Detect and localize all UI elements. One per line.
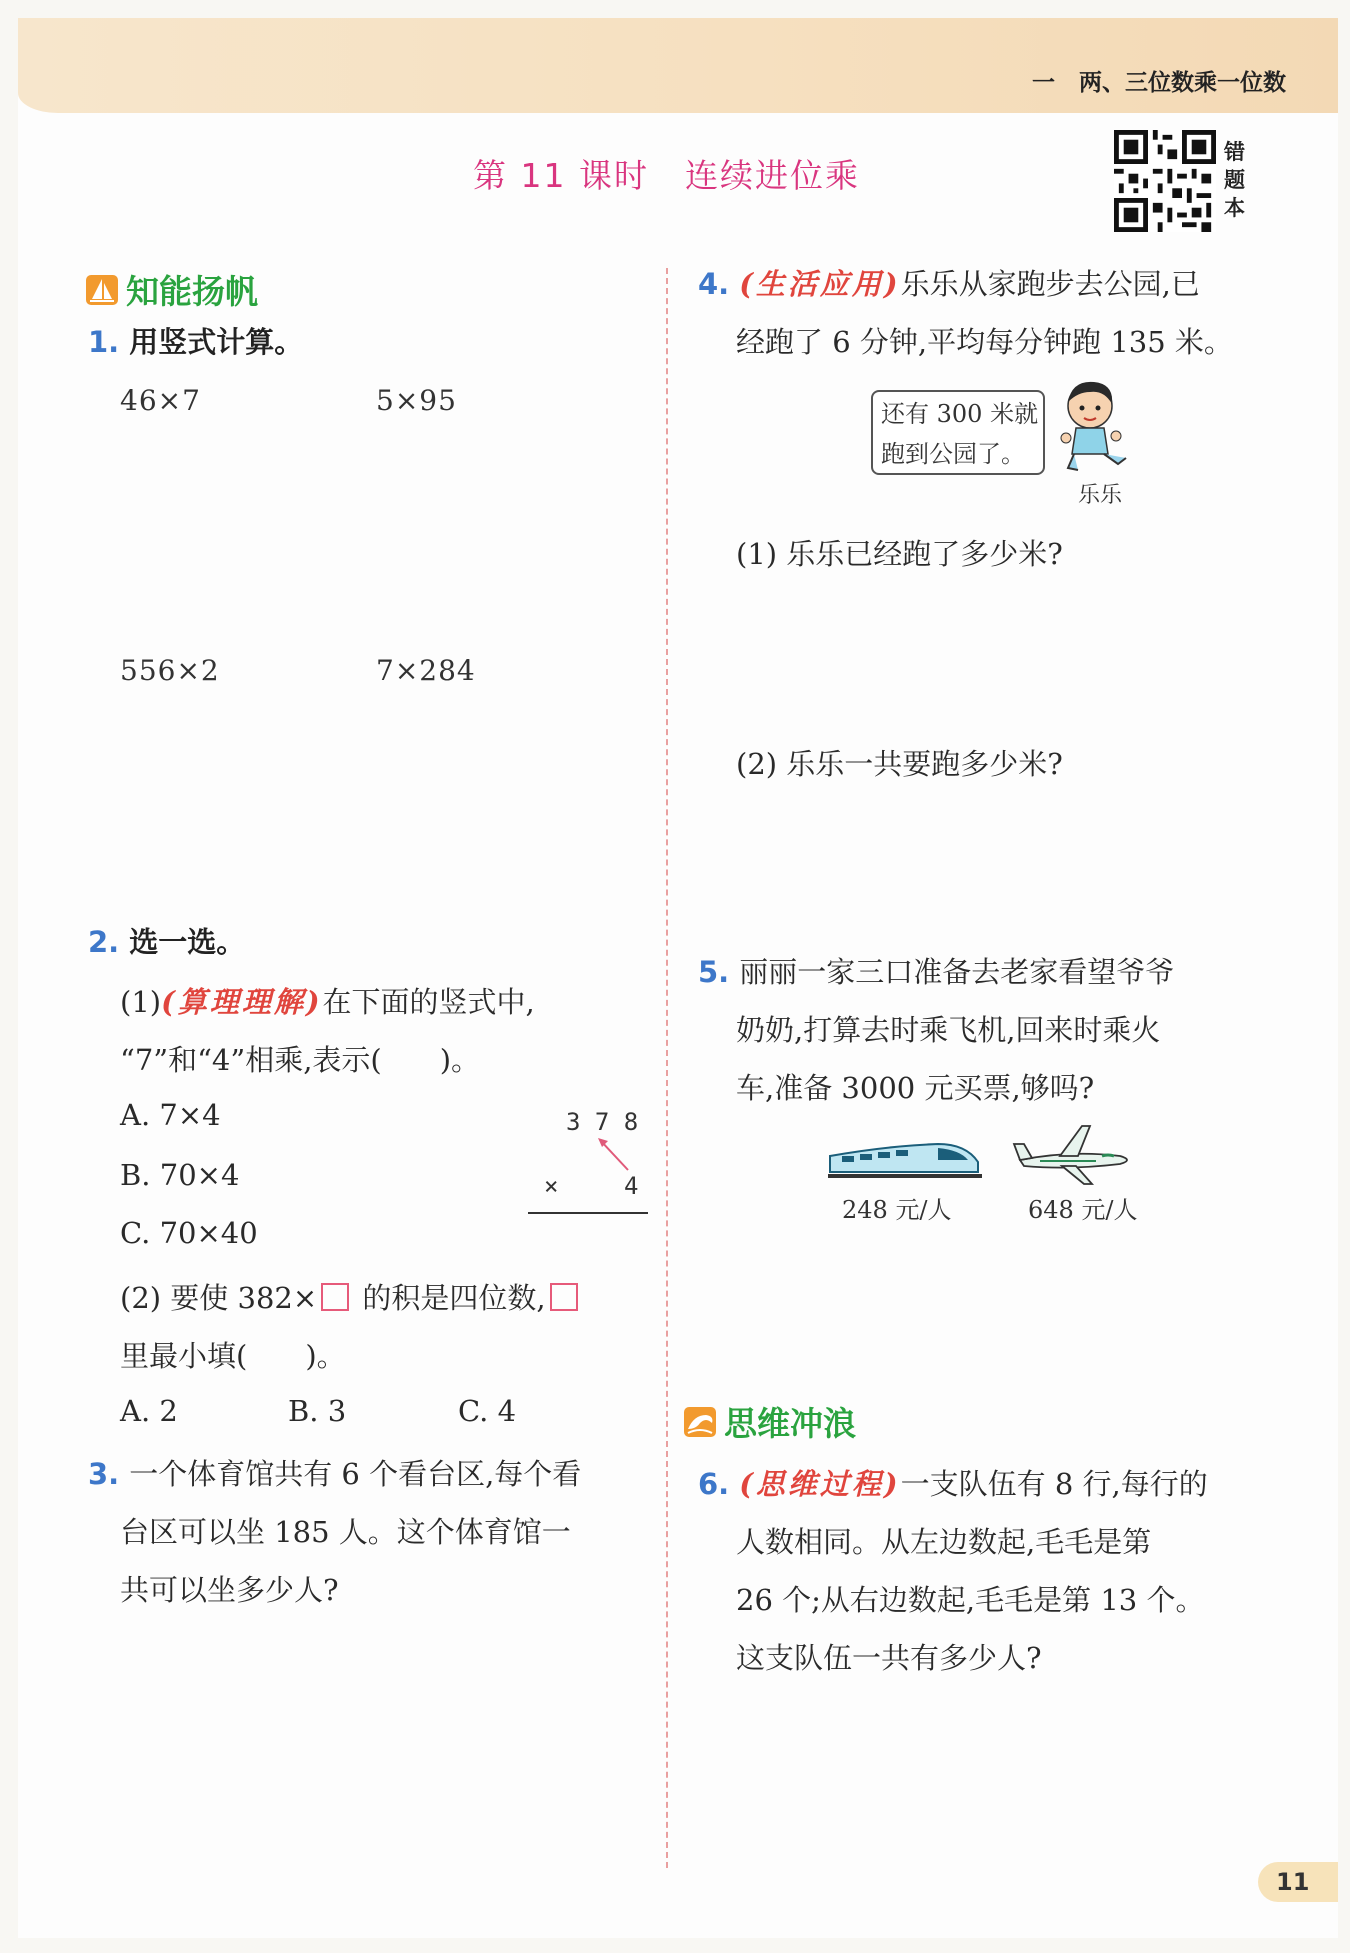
- q3-line2: 台区可以坐 185 人。这个体育馆一: [120, 1515, 571, 1549]
- q4-sub1: (1) 乐乐已经跑了多少米?: [736, 537, 1063, 571]
- vertical-multiplication: [528, 1108, 653, 1218]
- q2-part2-line1: [120, 1276, 582, 1317]
- unit-dash: 一: [1032, 70, 1055, 96]
- q6-line2: 人数相同。从左边数起,毛毛是第: [736, 1525, 1152, 1559]
- section-basic-heading: [86, 266, 258, 313]
- vertical-operator: ×: [544, 1172, 559, 1200]
- q2-part2-option-c[interactable]: C. 4: [458, 1394, 517, 1428]
- q3-line1: [88, 1452, 581, 1493]
- q6-line3: 26 个;从右边数起,毛毛是第 13 个。: [736, 1583, 1205, 1617]
- q2-part2-line2: 里最小填( )。: [120, 1339, 346, 1373]
- section-advanced-heading: [684, 1398, 856, 1445]
- blank-box[interactable]: [550, 1283, 578, 1311]
- lesson-name: 连续进位乘: [684, 156, 860, 195]
- q2-option-b[interactable]: B. 70×4: [120, 1158, 240, 1192]
- q4-number: 4.: [698, 267, 730, 301]
- q1-expression: 556×2: [120, 654, 220, 687]
- qr-label: [1224, 138, 1250, 222]
- q4-sub2: (2) 乐乐一共要跑多少米?: [736, 747, 1063, 781]
- q1-expression: 46×7: [120, 384, 201, 417]
- plane-price: 648 元/人: [1028, 1196, 1138, 1224]
- q5-number: 5.: [698, 955, 730, 989]
- vertical-bottom-number: 4: [624, 1172, 639, 1200]
- blank-box[interactable]: [321, 1283, 349, 1311]
- qr-label-char: 本: [1224, 196, 1245, 220]
- q1-expression: 5×95: [376, 384, 457, 417]
- lesson-title: [473, 150, 860, 197]
- q2-part2-option-a[interactable]: A. 2: [120, 1394, 178, 1428]
- q2-number: 2.: [88, 925, 120, 959]
- q1-text: 用竖式计算。: [129, 325, 304, 359]
- sail-icon: [86, 275, 118, 305]
- q1-expression: 7×284: [376, 654, 476, 687]
- lesson-number: 第 11 课时: [473, 156, 649, 195]
- page-number: 11: [1258, 1862, 1338, 1902]
- q2-part1-line2: “7”和“4”相乘,表示( )。: [120, 1043, 481, 1077]
- q1-number: 1.: [88, 325, 120, 359]
- q4-text: 乐乐从家跑步去公园,已: [900, 267, 1200, 301]
- q5-line3: 车,准备 3000 元买票,够吗?: [736, 1071, 1095, 1105]
- qr-code-icon[interactable]: [1114, 130, 1216, 232]
- q2-heading: [88, 920, 245, 961]
- q2-part2-text: 的积是四位数,: [353, 1281, 546, 1315]
- column-divider: [666, 268, 668, 1868]
- q6-tag: (思维过程): [739, 1467, 901, 1501]
- q5-line2: 奶奶,打算去时乘飞机,回来时乘火: [736, 1013, 1161, 1047]
- q2-part2-text: (2) 要使 382×: [120, 1281, 318, 1315]
- train-price: 248 元/人: [842, 1196, 952, 1224]
- q3-number: 3.: [88, 1457, 120, 1491]
- airplane-icon: [1010, 1116, 1140, 1188]
- q2-option-c[interactable]: C. 70×40: [120, 1216, 258, 1250]
- vertical-top-number: 3 7 8: [566, 1108, 639, 1136]
- q2-part1-tag: (算理理解): [161, 985, 323, 1019]
- running-kid-icon: [1048, 378, 1138, 478]
- q2-part1-prefix: (1): [120, 985, 162, 1019]
- q4-line2: 经跑了 6 分钟,平均每分钟跑 135 米。: [736, 325, 1233, 359]
- q6-number: 6.: [698, 1467, 730, 1501]
- q5-text: 丽丽一家三口准备去老家看望爷爷: [739, 955, 1175, 989]
- kid-name-label: 乐乐: [1078, 483, 1123, 508]
- q3-text: 一个体育馆共有 6 个看台区,每个看: [129, 1457, 582, 1491]
- section-advanced-title: 思维冲浪: [724, 1404, 856, 1443]
- q2-part1-line1: [120, 980, 535, 1021]
- q2-text: 选一选。: [129, 925, 246, 959]
- qr-label-char: 题: [1224, 168, 1245, 192]
- speech-line: 跑到公园了。: [881, 440, 1025, 468]
- section-basic-title: 知能扬帆: [126, 272, 258, 311]
- q1-heading: [88, 320, 303, 361]
- speech-line: 还有 300 米就: [881, 400, 1039, 428]
- train-icon: [826, 1128, 986, 1188]
- q4-tag: (生活应用): [739, 267, 901, 301]
- q5-line1: [698, 950, 1174, 991]
- wave-icon: [684, 1407, 716, 1437]
- speech-bubble: [871, 390, 1045, 475]
- q6-text: 一支队伍有 8 行,每行的: [900, 1467, 1208, 1501]
- header-band: [18, 18, 1338, 113]
- q2-part2-option-b[interactable]: B. 3: [288, 1394, 347, 1428]
- q6-line1: [698, 1462, 1208, 1503]
- q2-option-a[interactable]: A. 7×4: [120, 1098, 221, 1132]
- q6-line4: 这支队伍一共有多少人?: [736, 1641, 1042, 1675]
- workbook-page: [18, 18, 1338, 1938]
- q2-part1-text: 在下面的竖式中,: [322, 985, 535, 1019]
- q4-line1: [698, 262, 1200, 303]
- arrow-icon: [594, 1134, 634, 1174]
- vertical-rule: [528, 1212, 648, 1214]
- unit-header: [1032, 64, 1286, 97]
- qr-label-char: 错: [1224, 140, 1245, 164]
- unit-title: 两、三位数乘一位数: [1079, 70, 1286, 96]
- q3-line3: 共可以坐多少人?: [120, 1573, 339, 1607]
